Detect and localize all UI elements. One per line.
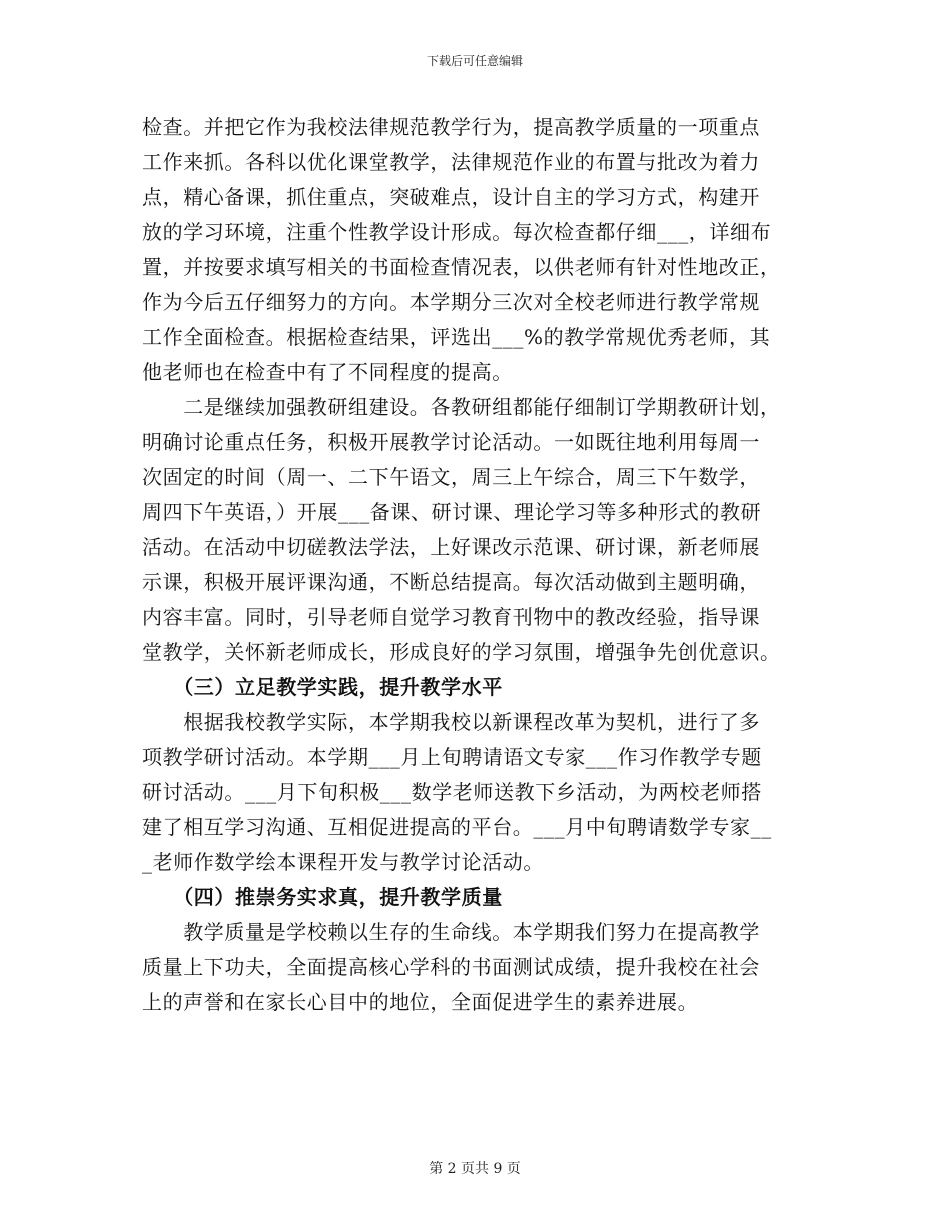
paragraph-line: 次固定的时间（周一、二下午语文，周三上午综合，周三下午数学， (142, 465, 760, 489)
paragraph-line: 他老师也在检查中有了不同程度的提高。 (142, 360, 513, 384)
page-footer: 第 2 页共 9 页 (429, 1161, 521, 1177)
paragraph-line: 周四下午英语，）开展___备课、研讨课、理论学习等多种形式的教研 (142, 500, 762, 524)
section-heading: （三）立足教学实践，提升教学水平 (142, 675, 503, 699)
paragraph-line: 二是继续加强教研组建设。各教研组都能仔细制订学期教研计划， (142, 395, 781, 419)
paragraph-line: 堂教学，关怀新老师成长，形成良好的学习氛围，增强争先创优意识。 (142, 640, 781, 664)
paragraph-line: 置，并按要求填写相关的书面检查情况表，以供老师有针对性地改正， (142, 255, 781, 279)
paragraph-line: 教学质量是学校赖以生存的生命线。本学期我们努力在提高教学 (142, 920, 760, 944)
paragraph-line: 放的学习环境，注重个性教学设计形成。每次检查都仔细___，详细布 (142, 220, 772, 244)
paragraph-line: 明确讨论重点任务，积极开展教学讨论活动。一如既往地利用每周一 (142, 430, 760, 454)
paragraph-line: 上的声誉和在家长心目中的地位，全面促进学生的素养进展。 (142, 990, 699, 1014)
paragraph-line: 示课，积极开展评课沟通，不断总结提高。每次活动做到主题明确， (142, 570, 760, 594)
section-heading: （四）推崇务实求真，提升教学质量 (142, 885, 503, 909)
paragraph-line: 项教学研讨活动。本学期___月上旬聘请语文专家___作习作教学专题 (142, 745, 762, 769)
paragraph-line: 建了相互学习沟通、互相促进提高的平台。___月中旬聘请数学专家__ (142, 815, 772, 839)
paragraph-line: 质量上下功夫，全面提高核心学科的书面测试成绩，提升我校在社会 (142, 955, 760, 979)
paragraph-line: 检查。并把它作为我校法律规范教学行为，提高教学质量的一项重点 (142, 115, 760, 139)
paragraph-line: 作为今后五仔细努力的方向。本学期分三次对全校老师进行教学常规 (142, 290, 760, 314)
paragraph-line: 根据我校教学实际，本学期我校以新课程改革为契机，进行了多 (142, 710, 760, 734)
paragraph-line: 活动。在活动中切磋教法学法，上好课改示范课、研讨课，新老师展 (142, 535, 760, 559)
paragraph-line: 工作全面检查。根据检查结果，评选出___%的教学常规优秀老师，其 (142, 325, 771, 349)
body-text (142, 110, 814, 1020)
paragraph-line: 工作来抓。各科以优化课堂教学，法律规范作业的布置与批改为着力 (142, 150, 760, 174)
page-header: 下载后可任意编辑 (426, 54, 523, 68)
paragraph-line: _老师作数学绘本课程开发与教学讨论活动。 (142, 850, 544, 874)
paragraph-line: 点，精心备课，抓住重点，突破难点，设计自主的学习方式，构建开 (142, 185, 760, 209)
paragraph-line: 内容丰富。同时，引导老师自觉学习教育刊物中的教改经验，指导课 (142, 605, 760, 629)
paragraph-line: 研讨活动。___月下旬积极___数学老师送教下乡活动，为两校老师搭 (142, 780, 762, 804)
